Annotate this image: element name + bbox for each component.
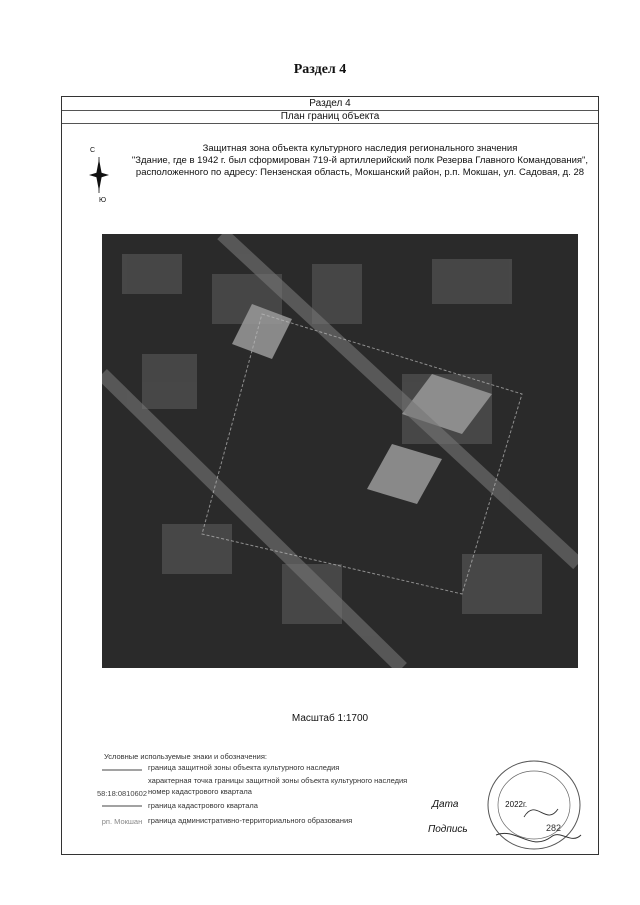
- legend-label: номер кадастрового квартала: [148, 787, 252, 796]
- compass-south-label: Ю: [99, 197, 107, 204]
- legend-label: характерная точка границы защитной зоны объекта культурного наследия: [148, 776, 408, 785]
- aerial-photo-map: [102, 234, 578, 668]
- stamp-number: 282: [546, 823, 562, 833]
- object-description: [122, 143, 598, 179]
- legend-label: граница кадастрового квартала: [148, 801, 258, 810]
- compass-rose-icon: [86, 147, 120, 205]
- plan-title-row: План границ объекта: [62, 110, 598, 124]
- date-value: 2022г.: [505, 800, 528, 809]
- description-line-3: расположенного по адресу: Пензенская область, Мокшанский район, р.п. Мокшан, ул. Садовая, д. 28: [135, 167, 585, 178]
- plan-frame: [61, 96, 599, 855]
- legend-label: граница защитной зоны объекта культурного наследия: [148, 763, 340, 772]
- description-line-2: "Здание, где в 1942 г. был сформирован 719-й артиллерийский полк Резерва Главного Командования",: [131, 155, 589, 166]
- section-heading: Раздел 4: [293, 62, 347, 77]
- official-stamp: [476, 757, 586, 857]
- legend-label: граница административно-территориального образования: [148, 816, 353, 825]
- compass-north-label: С: [90, 147, 96, 154]
- signature-label: Подпись: [428, 824, 468, 835]
- map-scale: Масштаб 1:1700: [291, 713, 369, 724]
- legend-title: Условные используемые знаки и обозначения:: [104, 752, 267, 761]
- legend-symbol: рп. Мокшан: [101, 817, 143, 826]
- section-row: Раздел 4: [62, 97, 598, 111]
- legend-symbol: 58:18:0810602: [96, 789, 148, 798]
- description-line-1: Защитная зона объекта культурного наследия регионального значения: [202, 143, 518, 154]
- date-label-text: Дата: [432, 799, 459, 810]
